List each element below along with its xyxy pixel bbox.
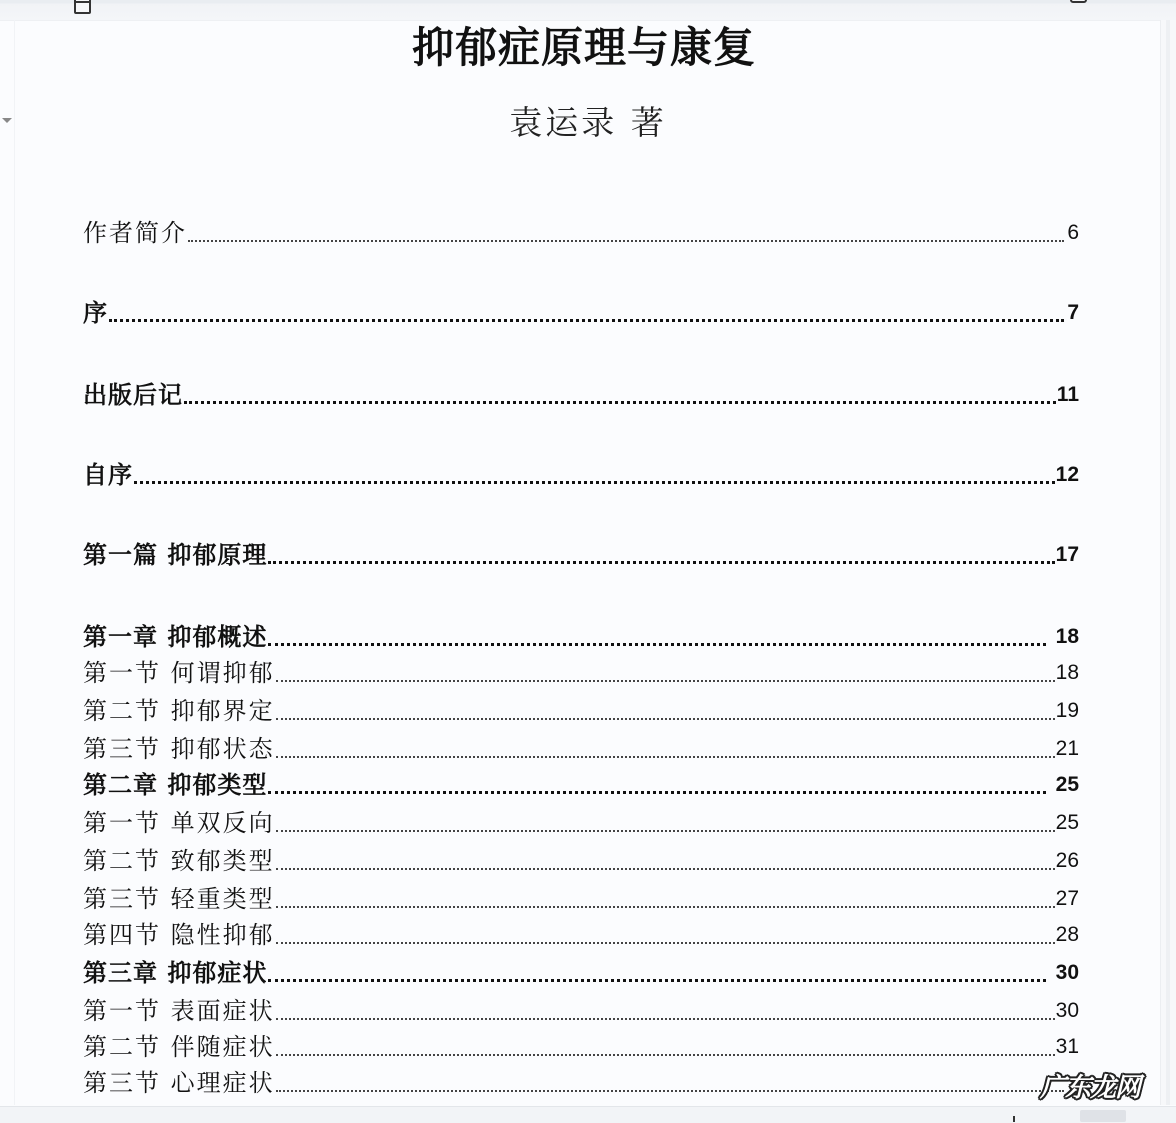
dotted-leader xyxy=(109,319,1064,322)
toc-entry[interactable] xyxy=(83,380,1079,410)
toc-entry-page-number: 19 xyxy=(1055,699,1079,722)
toc-entry-label[interactable]: 第三节 心理症状 xyxy=(83,1069,275,1097)
toc-entry-page-number: 17 xyxy=(1055,543,1079,566)
document-author: 袁运录 著 xyxy=(509,103,667,142)
dotted-leader xyxy=(268,643,1045,646)
toc-entry-page-number: 27 xyxy=(1055,887,1079,910)
toc-entry-page-number: 18 xyxy=(1055,661,1079,684)
toc-entry[interactable] xyxy=(83,696,1079,726)
toc-entry-page-number: 11 xyxy=(1056,383,1079,406)
toc-entry-page-number: 12 xyxy=(1055,463,1079,486)
dotted-leader xyxy=(276,1018,1055,1020)
toc-entry-label[interactable]: 作者简介 xyxy=(83,219,187,247)
toc-entry-page-number: 7 xyxy=(1067,301,1079,324)
horizontal-scrollbar-thumb[interactable] xyxy=(1080,1110,1126,1122)
dotted-leader xyxy=(276,830,1055,832)
toc-entry-label[interactable]: 第二节 伴随症状 xyxy=(83,1033,275,1061)
toc-entry-label[interactable]: 第四节 隐性抑郁 xyxy=(83,921,275,949)
dotted-leader xyxy=(276,756,1055,758)
scroll-position-marker xyxy=(1013,1116,1015,1122)
toc-entry-label[interactable]: 自序 xyxy=(83,461,133,489)
toc-entry-label[interactable]: 第二节 抑郁界定 xyxy=(83,697,275,725)
page-icon[interactable] xyxy=(74,0,91,14)
toc-entry-label[interactable]: 第三节 抑郁状态 xyxy=(83,735,275,763)
toc-entry-label[interactable]: 出版后记 xyxy=(83,381,183,409)
toc-entry-label[interactable]: 第二节 致郁类型 xyxy=(83,847,275,875)
toc-entry-label[interactable]: 第一节 单双反向 xyxy=(83,809,275,837)
toc-entry[interactable] xyxy=(83,460,1079,490)
toc-entry-page-number: 31 xyxy=(1055,1035,1079,1058)
dotted-leader xyxy=(268,561,1054,564)
toc-entry[interactable] xyxy=(83,920,1079,950)
toc-entry[interactable] xyxy=(83,958,1079,988)
page-icon[interactable] xyxy=(1070,0,1087,3)
toc-entry[interactable] xyxy=(83,540,1079,570)
toc-entry-page-number: 30 xyxy=(1055,999,1079,1022)
toc-entry-label[interactable]: 第一章 抑郁概述 xyxy=(83,623,268,651)
toc-entry-label[interactable]: 第一篇 抑郁原理 xyxy=(83,541,268,569)
toc-entry[interactable] xyxy=(83,1032,1079,1062)
window-top-bar xyxy=(0,0,1176,21)
toc-entry[interactable] xyxy=(83,298,1079,328)
toc-entry-page-number: 28 xyxy=(1055,923,1079,946)
toc-entry-page-number: 21 xyxy=(1055,737,1079,760)
dotted-leader xyxy=(276,1054,1055,1056)
toc-entry-label[interactable]: 第一节 表面症状 xyxy=(83,997,275,1025)
dotted-leader xyxy=(276,906,1055,908)
toc-entry-label[interactable]: 第一节 何谓抑郁 xyxy=(83,659,275,687)
document-title: 抑郁症原理与康复 xyxy=(411,23,756,72)
page-left-margin-line xyxy=(14,20,15,1105)
dotted-leader xyxy=(276,718,1055,720)
toc-entry[interactable] xyxy=(83,622,1079,652)
horizontal-scrollbar[interactable] xyxy=(0,1106,1176,1123)
toc-entry-page-number: 25 xyxy=(1055,773,1079,796)
dotted-leader xyxy=(276,942,1055,944)
toc-entry[interactable] xyxy=(83,846,1079,876)
toc-entry-page-number: 25 xyxy=(1055,811,1079,834)
toc-entry-page-number: 18 xyxy=(1055,625,1079,648)
dotted-leader xyxy=(268,979,1045,982)
toc-entry-page-number: 26 xyxy=(1055,849,1079,872)
toc-entry[interactable] xyxy=(83,884,1079,914)
toc-entry-label[interactable]: 第二章 抑郁类型 xyxy=(83,771,268,799)
dotted-leader xyxy=(134,481,1055,484)
toc-entry-label[interactable]: 序 xyxy=(83,299,108,327)
toc-entry-label[interactable]: 第三章 抑郁症状 xyxy=(83,959,268,987)
dotted-leader xyxy=(276,868,1055,870)
dotted-leader xyxy=(184,401,1056,404)
toc-entry[interactable] xyxy=(83,770,1079,800)
toc-entry[interactable] xyxy=(83,996,1079,1026)
dotted-leader xyxy=(268,791,1045,794)
toc-entry[interactable] xyxy=(83,658,1079,688)
toc-entry-page-number: 6 xyxy=(1067,221,1079,244)
dotted-leader xyxy=(276,680,1055,682)
toc-entry[interactable] xyxy=(83,734,1079,764)
dotted-leader xyxy=(276,1090,1064,1092)
toc-entry[interactable] xyxy=(83,1068,1079,1098)
toc-entry[interactable] xyxy=(83,808,1079,838)
toc-entry-label[interactable]: 第三节 轻重类型 xyxy=(83,885,275,913)
toc-entry[interactable] xyxy=(83,218,1079,248)
vertical-scrollbar-thumb[interactable] xyxy=(1166,20,1170,1105)
watermark-logo: 广东龙网 xyxy=(1040,1073,1141,1103)
dotted-leader xyxy=(188,240,1064,242)
toc-entry-page-number: 30 xyxy=(1055,961,1079,984)
